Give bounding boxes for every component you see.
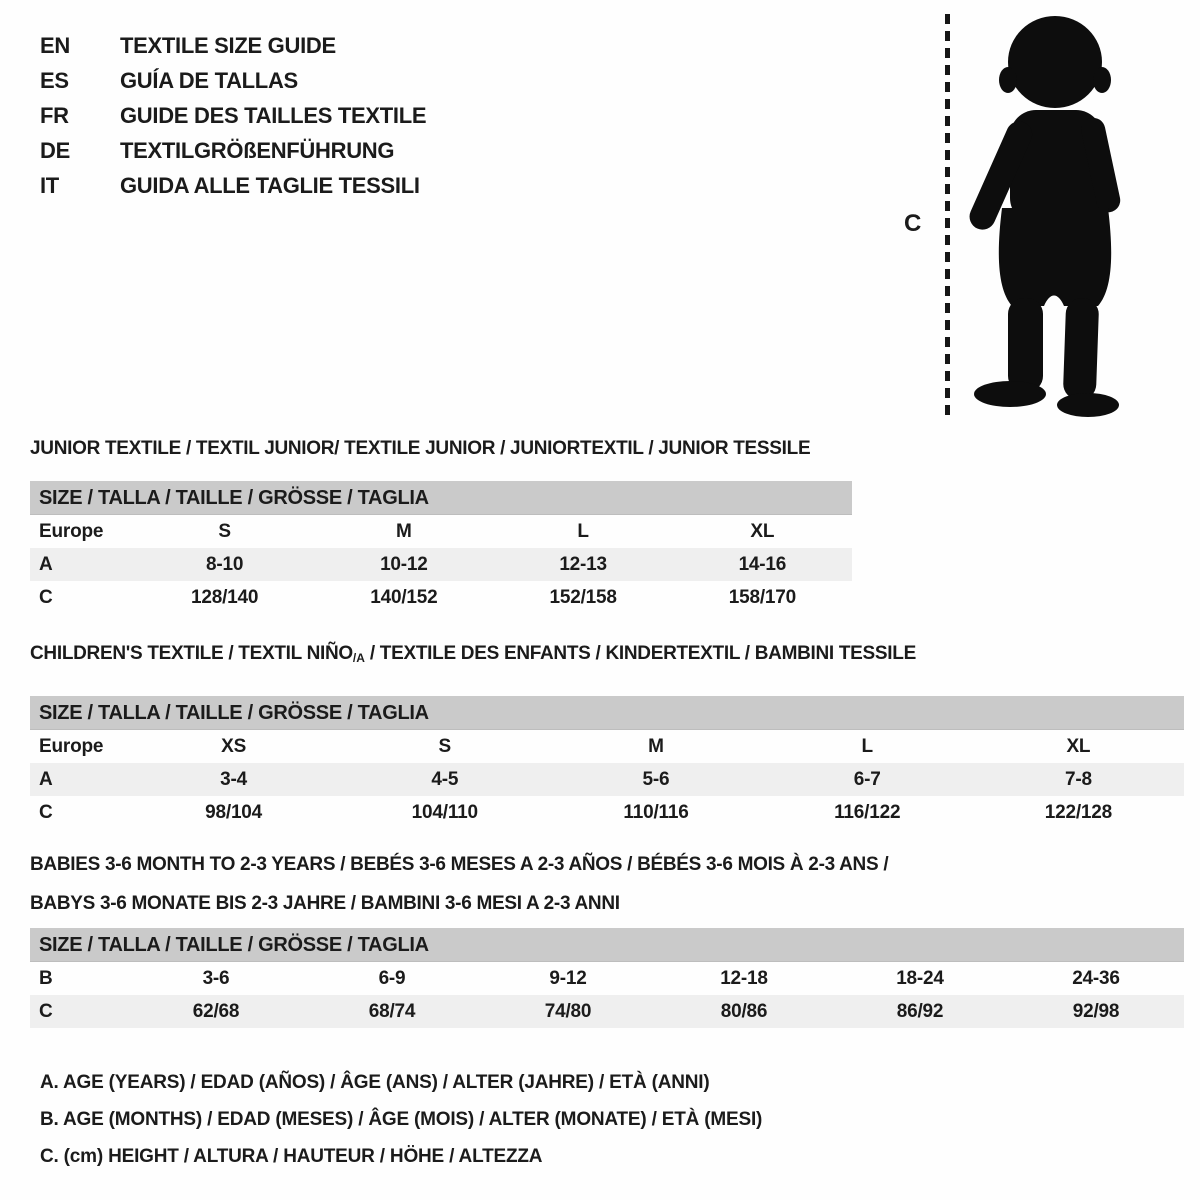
row-label: C: [39, 1001, 53, 1022]
language-row-de: [40, 133, 426, 168]
language-code: FR: [40, 103, 69, 128]
junior-height-row: [30, 581, 852, 614]
age-cell: 14-16: [738, 554, 787, 575]
children-textile-section: [30, 642, 1184, 829]
children-height-row: [30, 796, 1184, 829]
children-age-row: [30, 763, 1184, 796]
size-cell: L: [861, 736, 873, 757]
months-cell: 24-36: [1072, 968, 1120, 989]
language-code: EN: [40, 33, 70, 58]
language-title: TEXTILE SIZE GUIDE: [120, 33, 336, 58]
language-row-es: [40, 63, 426, 98]
size-cell: XL: [1066, 736, 1091, 757]
children-title-part2: / TEXTILE DES ENFANTS / KINDERTEXTIL / BAMBINI TESSILE: [364, 643, 916, 664]
language-title: GUIDA ALLE TAGLIE TESSILI: [120, 173, 420, 198]
months-cell: 18-24: [896, 968, 944, 989]
babies-height-row: [30, 995, 1184, 1028]
children-europe-row: [30, 730, 1184, 763]
language-title: GUIDE DES TAILLES TEXTILE: [120, 103, 427, 128]
junior-age-row: [30, 548, 852, 581]
row-label: B: [39, 968, 53, 989]
baby-silhouette-icon: [960, 6, 1166, 420]
age-cell: 10-12: [380, 554, 428, 575]
height-cell: 122/128: [1044, 802, 1113, 823]
children-size-header-bar: SIZE / TALLA / TAILLE / GRÖSSE / TAGLIA: [30, 696, 1184, 730]
language-row-en: [40, 28, 426, 63]
age-cell: 12-13: [559, 554, 607, 575]
months-cell: 12-18: [720, 968, 768, 989]
height-cell: 128/140: [190, 587, 259, 608]
height-cell: 140/152: [370, 587, 438, 608]
height-cell: 152/158: [549, 587, 617, 608]
size-cell: XS: [221, 736, 247, 757]
row-label: A: [39, 554, 53, 575]
height-cell: 110/116: [623, 802, 689, 823]
age-cell: 6-7: [853, 769, 881, 790]
months-cell: 3-6: [202, 968, 230, 989]
babies-title-line1: BABIES 3-6 MONTH TO 2-3 YEARS / BEBÉS 3-6 MESES A 2-3 AÑOS / BÉBÉS 3-6 MOIS À 2-3 ANS /: [30, 854, 889, 875]
language-code: ES: [40, 68, 69, 93]
babies-textile-section: [30, 845, 1184, 1028]
junior-textile-section: [30, 437, 852, 614]
row-label: Europe: [39, 736, 104, 757]
height-cell: 74/80: [544, 1001, 592, 1022]
age-cell: 7-8: [1064, 769, 1092, 790]
children-section-title: [30, 642, 1184, 670]
row-label: A: [39, 769, 53, 790]
babies-section-title: [30, 845, 1184, 923]
height-measure-label: C: [904, 210, 922, 237]
height-cell: 86/92: [896, 1001, 944, 1022]
age-cell: 8-10: [206, 554, 244, 575]
height-cell: 158/170: [728, 587, 797, 608]
height-cell: 92/98: [1072, 1001, 1120, 1022]
size-cell: S: [218, 521, 231, 542]
row-label: C: [39, 587, 53, 608]
language-row-it: [40, 168, 426, 203]
legend: [40, 1064, 762, 1175]
children-title-subscript: /A: [352, 651, 365, 665]
height-cell: 98/104: [205, 802, 263, 823]
size-cell: L: [577, 521, 589, 542]
size-cell: M: [648, 736, 664, 757]
language-title-list: [40, 28, 426, 203]
months-cell: 6-9: [378, 968, 406, 989]
children-title-part1: CHILDREN'S TEXTILE / TEXTIL NIÑO: [30, 643, 353, 664]
height-measure-dashed-line: [945, 14, 950, 416]
age-cell: 3-4: [220, 769, 248, 790]
language-row-fr: [40, 98, 426, 133]
language-code: IT: [40, 173, 59, 198]
months-cell: 9-12: [549, 968, 587, 989]
babies-title-line2: BABYS 3-6 MONATE BIS 2-3 JAHRE / BAMBINI 3-6 MESI A 2-3 ANNI: [30, 893, 620, 914]
junior-europe-row: [30, 515, 852, 548]
size-cell: XL: [750, 521, 775, 542]
size-cell: M: [396, 521, 412, 542]
babies-size-header-bar: SIZE / TALLA / TAILLE / GRÖSSE / TAGLIA: [30, 928, 1184, 962]
age-cell: 4-5: [431, 769, 459, 790]
junior-size-header-bar: SIZE / TALLA / TAILLE / GRÖSSE / TAGLIA: [30, 481, 852, 515]
babies-months-row: [30, 962, 1184, 995]
height-cell: 104/110: [411, 802, 478, 823]
height-cell: 68/74: [368, 1001, 416, 1022]
size-cell: S: [438, 736, 452, 757]
row-label: Europe: [39, 521, 104, 542]
language-code: DE: [40, 138, 70, 163]
language-title: GUÍA DE TALLAS: [120, 68, 298, 93]
age-cell: 5-6: [642, 769, 670, 790]
legend-line-age-years: A. AGE (YEARS) / EDAD (AÑOS) / ÂGE (ANS) / ALTER (JAHRE) / ETÀ (ANNI): [40, 1072, 710, 1093]
legend-line-height-cm: C. (cm) HEIGHT / ALTURA / HAUTEUR / HÖHE / ALTEZZA: [40, 1146, 543, 1167]
height-cell: 116/122: [834, 802, 901, 823]
legend-line-age-months: B. AGE (MONTHS) / EDAD (MESES) / ÂGE (MOIS) / ALTER (MONATE) / ETÀ (MESI): [40, 1109, 763, 1130]
language-title: TEXTILGRÖßENFÜHRUNG: [120, 138, 395, 163]
row-label: C: [39, 802, 53, 823]
height-cell: 80/86: [720, 1001, 768, 1022]
junior-section-title: JUNIOR TEXTILE / TEXTIL JUNIOR/ TEXTILE JUNIOR / JUNIORTEXTIL / JUNIOR TESSILE: [30, 438, 811, 459]
height-cell: 62/68: [192, 1001, 240, 1022]
